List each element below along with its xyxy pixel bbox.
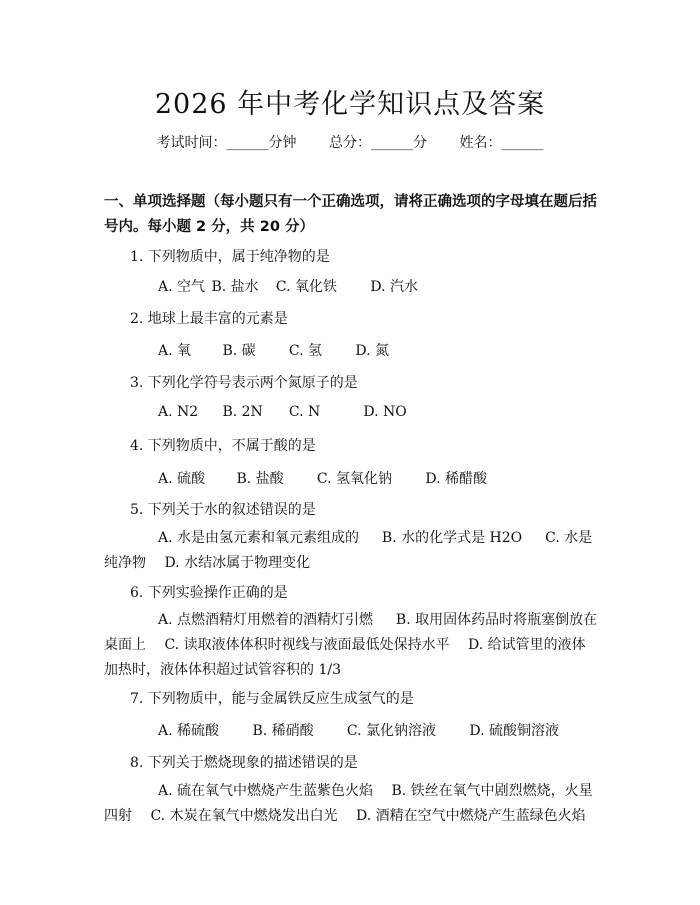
option-c: C. 氢氧化钠 [316,471,393,487]
question-stem: 3. 下列化学符号表示两个氮原子的是 [130,375,358,391]
question-stem: 5. 下列关于水的叙述错误的是 [130,502,316,518]
option-b: B. 碳 [222,343,256,359]
total-score-field: 总分：______分 [329,135,427,151]
question-options [104,779,598,829]
option-d: D. NO [363,404,407,420]
question-stem: 4. 下列物质中，不属于酸的是 [130,438,316,454]
option-d: D. 稀醋酸 [425,471,487,487]
question-stem: 2. 地球上最丰富的元素是 [130,311,288,327]
option-a: A. 水是由氢元素和氧元素组成的 [158,530,360,546]
question-options [158,468,487,488]
option-a: A. 稀硫酸 [158,723,220,739]
option-c: C. 读取液体体积时视线与液面最低处保持水平 [164,637,450,653]
question-options [104,608,598,683]
exam-meta [0,132,700,152]
option-a: A. N2 [158,404,199,420]
option-c: C. N [288,404,321,420]
option-a: A. 硫在氧气中燃烧产生蓝紫色火焰 [158,783,374,799]
option-d: D. 酒精在空气中燃烧产生蓝绿色火焰 [356,808,586,824]
question-options [158,340,389,360]
option-b: B. 稀硝酸 [252,723,314,739]
question-stem: 1. 下列物质中，属于纯净物的是 [130,249,330,265]
question-options [104,526,598,576]
option-a: A. 硫酸 [158,471,206,487]
option-c: C. 氧化铁 [275,279,338,295]
option-b: B. 取用固体药品时将瓶塞倒放在桌面上 [104,612,598,653]
option-b: B. 盐水 [211,279,259,295]
question-options [158,276,418,296]
question-options [158,404,407,420]
option-c: C. 水是纯净物 [104,530,593,571]
name-field: 姓名：______ [459,135,544,151]
option-c: C. 氯化钠溶液 [346,723,437,739]
option-a: A. 空气 [158,279,206,295]
exam-time-field: 考试时间：______分钟 [156,135,297,151]
section-heading: 一、单项选择题（每小题只有一个正确选项，请将正确选项的字母填在题后括号内。每小题 2 分，共 20 分） [104,194,597,235]
option-d: D. 氮 [355,343,389,359]
option-d: D. 水结冰属于物理变化 [164,555,311,571]
option-b: B. 盐酸 [236,471,284,487]
page-title: 2026 年中考化学知识点及答案 [154,89,546,120]
option-d: D. 给试管里的液体加热时，液体体积超过试管容积的 1/3 [104,637,586,678]
option-c: C. 木炭在氧气中燃烧发出白光 [150,808,338,824]
question-stem: 8. 下列关于燃烧现象的描述错误的是 [130,755,358,771]
question-stem: 7. 下列物质中，能与金属铁反应生成氢气的是 [130,691,414,707]
option-b: B. 水的化学式是 H2O [381,530,523,546]
question-stem: 6. 下列实验操作正确的是 [130,585,288,601]
option-b: B. 2N [222,404,263,420]
option-d: D. 硫酸铜溶液 [469,723,559,739]
option-c: C. 氢 [288,343,323,359]
question-options [158,720,559,740]
option-b: B. 铁丝在氧气中剧烈燃烧，火星四射 [104,783,593,824]
option-a: A. 点燃酒精灯用燃着的酒精灯引燃 [158,612,374,628]
option-d: D. 汽水 [370,279,418,295]
option-a: A. 氧 [158,343,192,359]
